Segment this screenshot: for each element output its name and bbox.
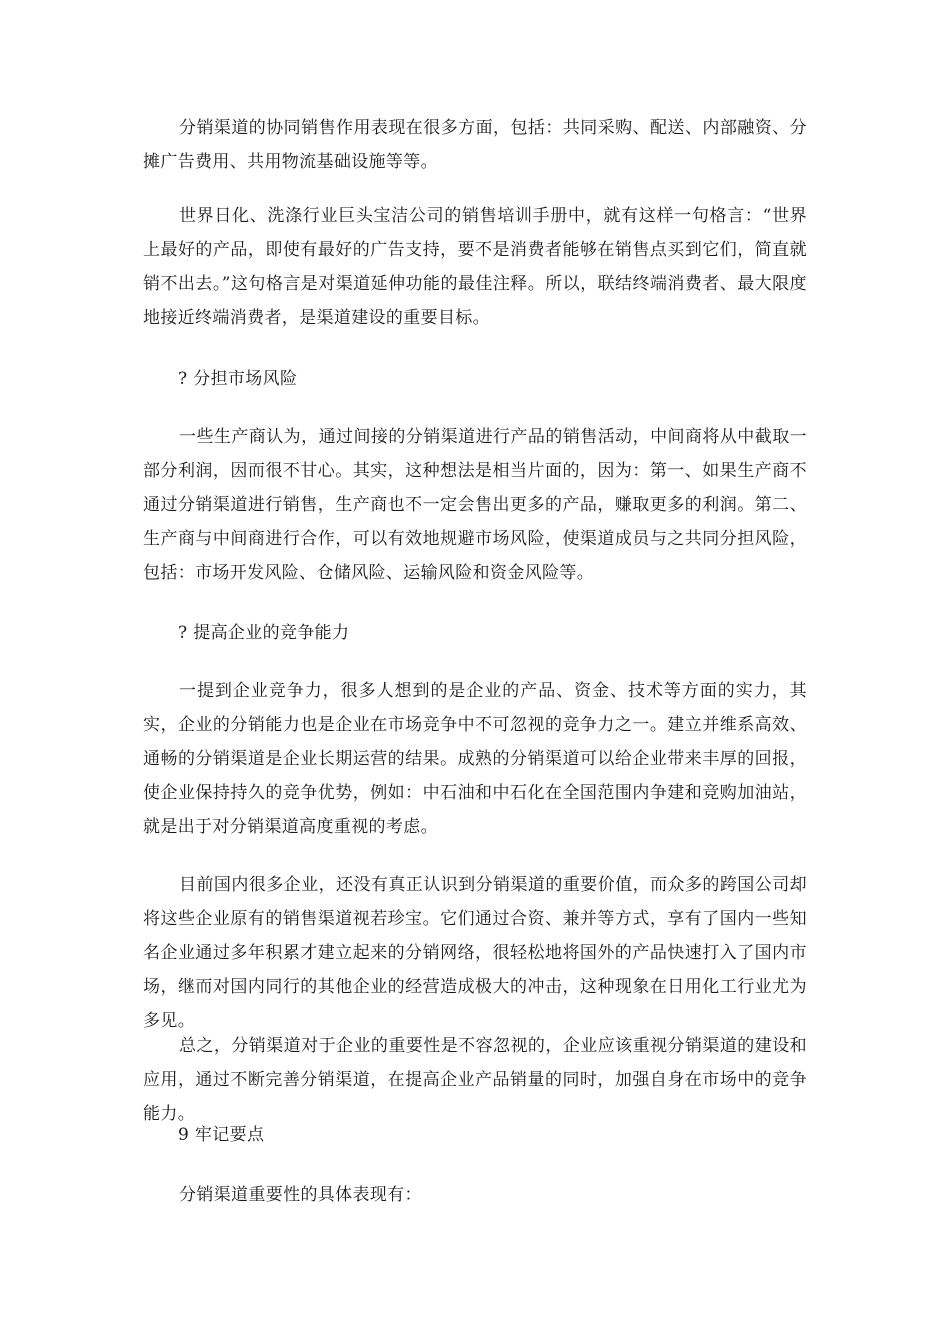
heading-competitiveness: ? 提高企业的竞争能力 — [178, 623, 350, 643]
paragraph-collaborative-sales: 分销渠道的协同销售作用表现在很多方面，包括：共同采购、配送、内部融资、分摊广告费用、共用物流基础设施等等。 — [143, 118, 807, 172]
paragraph-pg-motto: 世界日化、洗涤行业巨头宝洁公司的销售培训手册中，就有这样一句格言：“世界上最好的产品，即使有最好的广告支持，要不是消费者能够在销售点买到它们，简直就销不出去。”这句格言是对渠道延伸功能的最佳注释。所以，联结终端消费者、最大限度地接近终端消费者，是渠道建设的重要目标。 — [143, 206, 807, 328]
paragraph-conclusion: 总之，分销渠道对于企业的重要性是不容忽视的，企业应该重视分销渠道的建设和应用，通过不断完善分销渠道，在提高企业产品销量的同时，加强自身在市场中的竞争能力。 — [143, 1036, 807, 1124]
paragraph-market-risk: 一些生产商认为，通过间接的分销渠道进行产品的销售活动，中间商将从中截取一部分利润，因而很不甘心。其实，这种想法是相当片面的，因为：第一、如果生产商不通过分销渠道进行销售，生产商也不一定会售出更多的产品，赚取更多的利润。第二、生产商与中间商进行合作，可以有效地规避市场风险，使渠道成员与之共同分担风险，包括：市场开发风险、仓储风险、运输风险和资金风险等。 — [143, 427, 807, 583]
heading-key-points: 9 牢记要点 — [178, 1125, 265, 1145]
paragraph-key-points-intro: 分销渠道重要性的具体表现有： — [179, 1185, 422, 1205]
paragraph-competitiveness: 一提到企业竞争力，很多人想到的是企业的产品、资金、技术等方面的实力，其实，企业的分销能力也是企业在市场竞争中不可忽视的竞争力之一。建立并维系高效、通畅的分销渠道是企业长期运营的结果。成熟的分销渠道可以给企业带来丰厚的回报，使企业保持持久的竞争优势，例如：中石油和中石化在全国范围内争建和竞购加油站，就是出于对分销渠道高度重视的考虑。 — [143, 681, 807, 837]
paragraph-domestic-enterprises: 目前国内很多企业，还没有真正认识到分销渠道的重要价值，而众多的跨国公司却将这些企业原有的销售渠道视若珍宝。它们通过合资、兼并等方式，享有了国内一些知名企业通过多年积累才建立起来的分销网络，很轻松地将国外的产品快速打入了国内市场，继而对国内同行的其他企业的经营造成极大的冲击，这种现象在日用化工行业尤为多见。 — [143, 875, 807, 1031]
heading-share-market-risk: ? 分担市场风险 — [178, 369, 298, 389]
